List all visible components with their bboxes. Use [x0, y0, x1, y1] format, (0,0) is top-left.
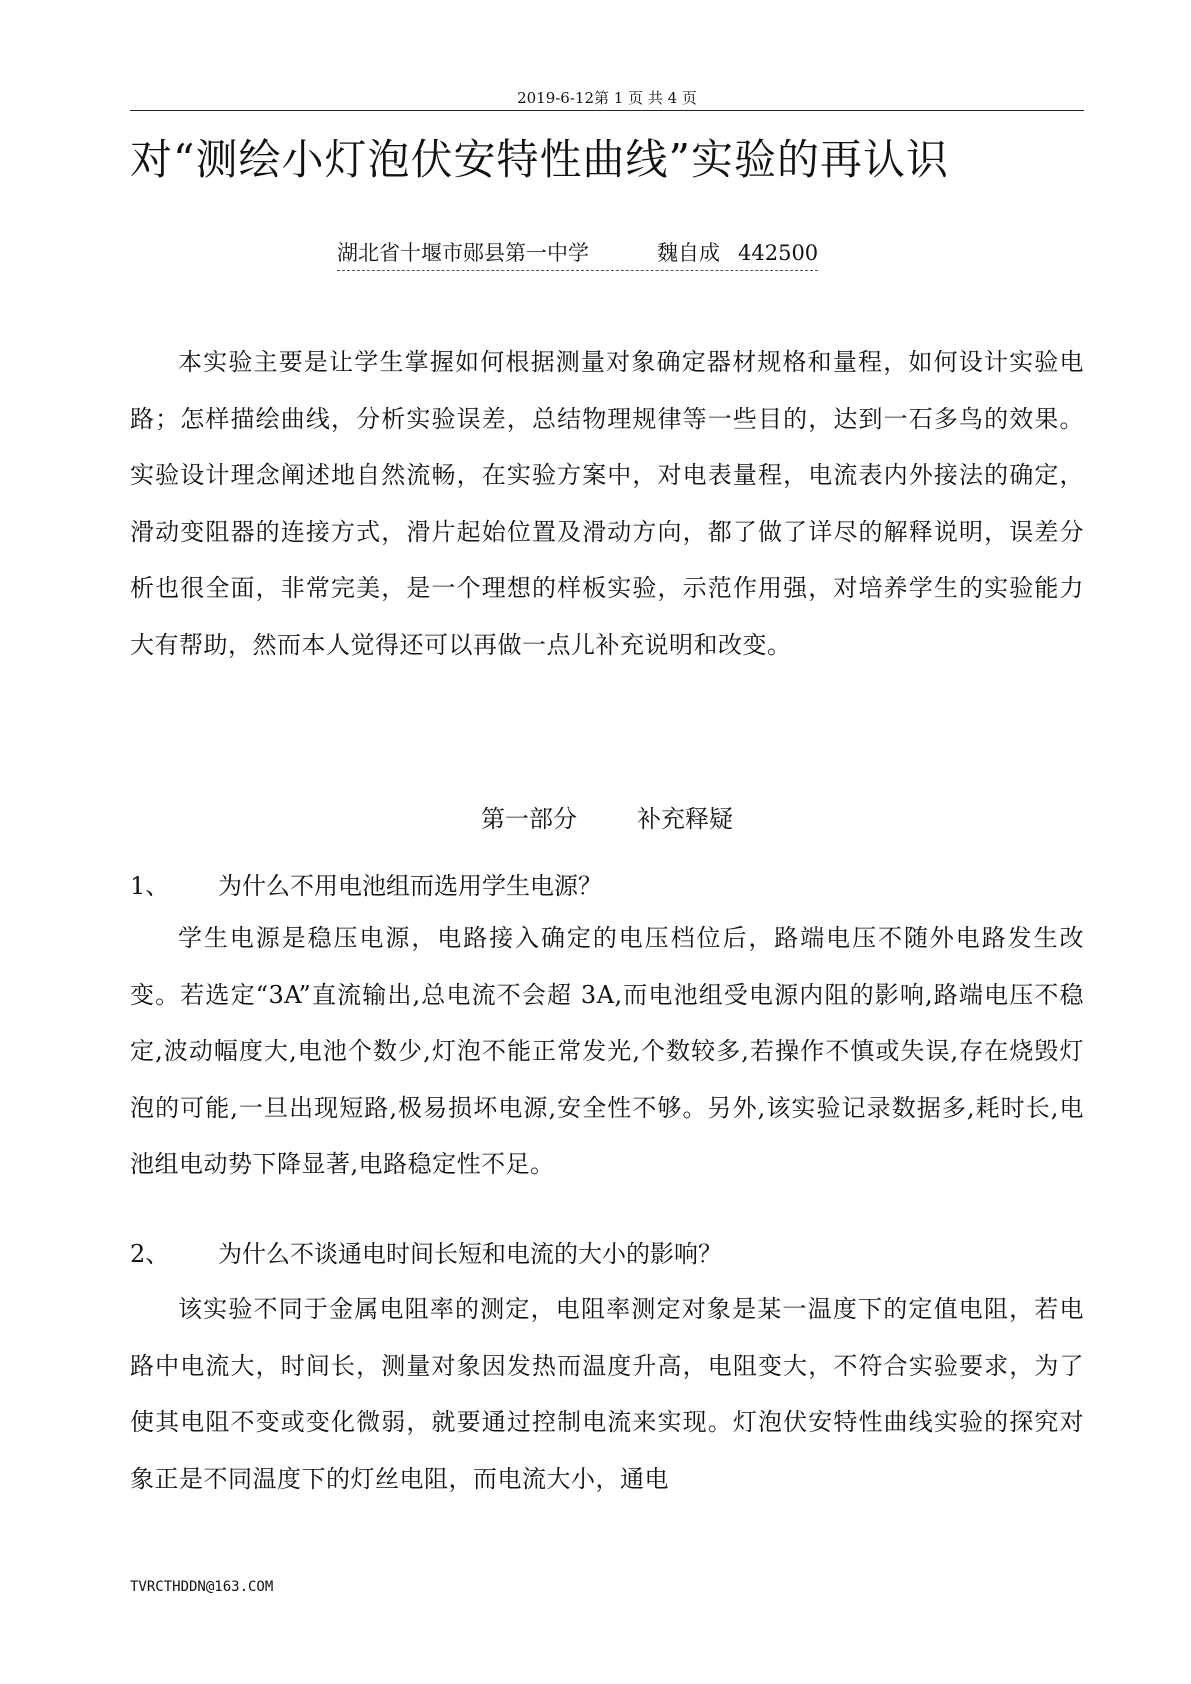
question-text: 为什么不用电池组而选用学生电源？ [218, 872, 602, 900]
header-date-page: 2019-6-12第 1 页 共 4 页 [517, 89, 697, 107]
question-heading [130, 1234, 722, 1274]
document-title: 对“测绘小灯泡伏安特性曲线”实验的再认识 [130, 135, 949, 184]
section-name: 补充释疑 [637, 805, 733, 833]
author-affiliation: 湖北省十堰市郧县第一中学 [337, 241, 589, 265]
page-header [130, 86, 1084, 111]
question-text: 为什么不谈通电时间长短和电流的大小的影响？ [218, 1240, 722, 1268]
question-number: 1、 [130, 872, 170, 900]
intro-paragraph: 本实验主要是让学生掌握如何根据测量对象确定器材规格和量程，如何设计实验电路；怎样描绘曲线，分析实验误差，总结物理规律等一些目的，达到一石多鸟的效果。实验设计理念阐述地自然流畅，在实验方案中，对电表量程，电流表内外接法的确定，滑动变阻器的连接方式，滑片起始位置及滑动方向，都了做了详尽的解释说明，误差分析也很全面，非常完美，是一个理想的样板实验，示范作用强，对培养学生的实验能力大有帮助，然而本人觉得还可以再做一点儿补充说明和改变。 [130, 348, 1084, 659]
section-number: 第一部分 [481, 805, 577, 833]
postal-code: 442500 [738, 241, 819, 265]
question-number: 2、 [130, 1240, 170, 1268]
footer-email: TVRCTHDDN@163.COM [130, 1579, 274, 1595]
answer-paragraph: 该实验不同于金属电阻率的测定，电阻率测定对象是某一温度下的定值电阻，若电路中电流大，时间长，测量对象因发热而温度升高，电阻变大，不符合实验要求，为了使其电阻不变或变化微弱，就要通过控制电流来实现。灯泡伏安特性曲线实验的探究对象正是不同温度下的灯丝电阻，而电流大小，通电 [130, 1295, 1084, 1493]
author-name: 魏自成 [657, 241, 720, 265]
question-heading [130, 866, 602, 906]
section-heading [130, 799, 1084, 839]
byline [337, 238, 818, 271]
answer-paragraph: 学生电源是稳压电源，电路接入确定的电压档位后，路端电压不随外电路发生改变。若选定“3A”直流输出,总电流不会超 3A,而电池组受电源内阻的影响,路端电压不稳定,波动幅度大,电池个数少,灯泡不能正常发光,个数较多,若操作不慎或失误,存在烧毁灯泡的可能,一旦出现短路,极易损坏电源,安全性不够。另外,该实验记录数据多,耗时长,电池组电动势下降显著,电路稳定性不足。 [130, 924, 1084, 1179]
